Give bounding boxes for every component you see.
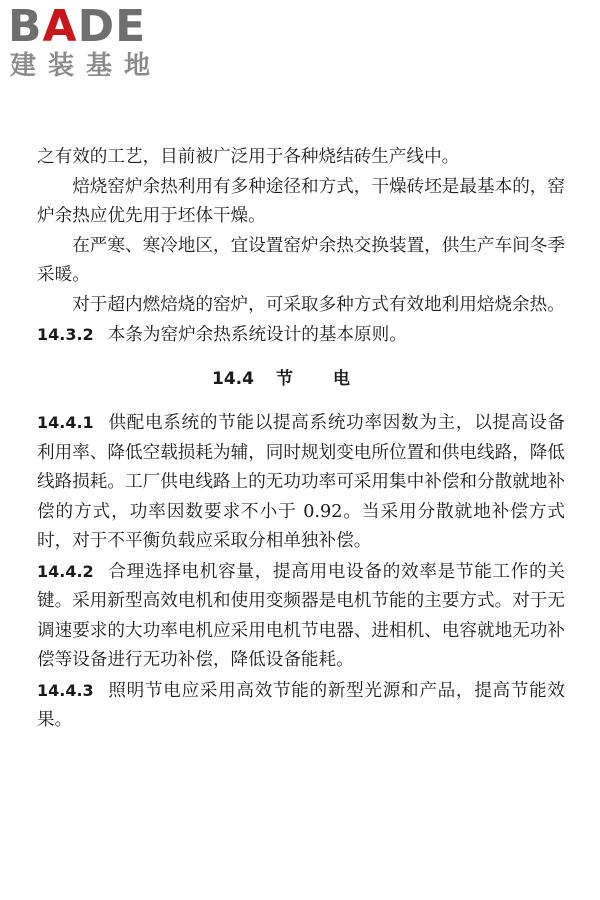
section-number: 14.4 bbox=[212, 368, 254, 389]
logo-subtitle: 建装基地 bbox=[10, 51, 163, 81]
clause-14-4-2 bbox=[37, 557, 565, 676]
paragraph-continuation: 之有效的工艺，目前被广泛用于各种烧结砖生产线中。 bbox=[37, 147, 460, 167]
clause-text: 照明节电应采用高效节能的新型光源和产品，提高节能效果。 bbox=[37, 680, 565, 730]
site-logo bbox=[8, 1, 178, 82]
clause-number: 14.3.2 bbox=[37, 325, 94, 344]
clause-number: 14.4.1 bbox=[37, 413, 94, 432]
clause-number: 14.4.3 bbox=[37, 680, 94, 700]
section-heading bbox=[37, 365, 565, 395]
clause-text: 合理选择电机容量，提高用电设备的效率是节能工作的关键。采用新型高效电机和使用变频器是电机节能的主要方式。对于无调速要求的大功率电机应采用电机节电器、进相机、电容就地无功补偿等设备进行无功补偿，降低设备能耗。 bbox=[37, 561, 565, 670]
logo-letter-b: B bbox=[8, 1, 43, 52]
clause-14-3-2 bbox=[37, 320, 565, 351]
clause-14-4-1 bbox=[37, 408, 565, 557]
logo-letters-de: DE bbox=[77, 1, 147, 52]
document-body bbox=[37, 143, 565, 736]
logo-wordmark bbox=[8, 1, 178, 52]
clause-text: 供配电系统的节能以提高系统功率因数为主，以提高设备利用率、降低空载损耗为辅，同时规划变电所位置和供电线路，降低线路损耗。工厂供电线路上的无功功率可采用集中补偿和分散就地补偿的方式，功率因数要求不小于 0.92。当采用分散就地补偿方式时，对于不平衡负载应采取分相单独补偿。 bbox=[37, 413, 565, 551]
logo-letter-a: A bbox=[42, 1, 78, 52]
paragraph-kiln-heat-methods: 焙烧窑炉余热利用有多种途径和方式，干燥砖坯是最基本的，窑炉余热应优先用于坯体干燥。 bbox=[37, 176, 565, 226]
clause-number: 14.4.2 bbox=[37, 561, 94, 581]
section-title: 节电 bbox=[275, 368, 390, 389]
paragraph-cold-region-heating: 在严寒、寒冷地区，宜设置窑炉余热交换装置，供生产车间冬季采暖。 bbox=[37, 235, 565, 285]
clause-14-4-3 bbox=[37, 676, 565, 736]
paragraph-super-internal-firing: 对于超内燃焙烧的窑炉，可采取多种方式有效地利用焙烧余热。 bbox=[72, 294, 565, 315]
clause-text: 本条为窑炉余热系统设计的基本原则。 bbox=[107, 325, 407, 345]
